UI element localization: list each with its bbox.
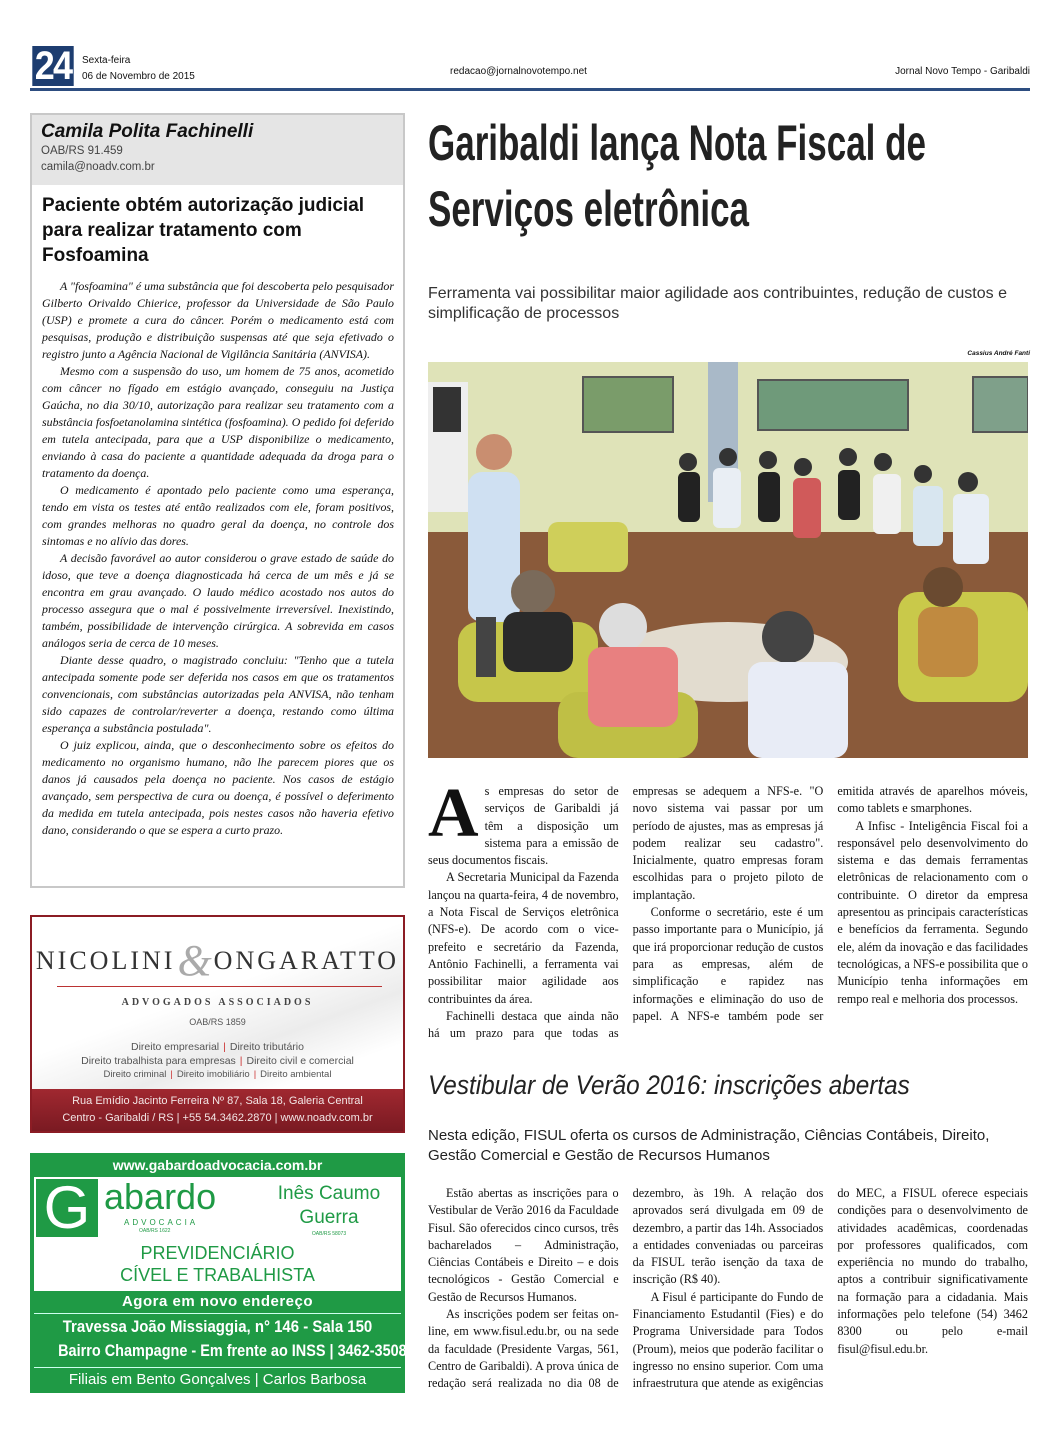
paragraph: Conforme o secretário, este é um passo importante para o Município, já que irá proporcionar redução de custos para as empresas, além de simplificação e rapidez nas informações e eliminação do uso de papel. A NFS-e também pode ser emitida através de aparelhos móveis, como tablets e smarphones.: [632, 784, 1028, 1023]
newspaper-name: Jornal Novo Tempo - Garibaldi: [895, 66, 1030, 77]
firm-name-left: NICOLINI: [35, 946, 176, 975]
column-author-box: [32, 115, 403, 185]
article-photo: [428, 362, 1028, 758]
service: Direito tributário: [229, 1041, 304, 1053]
paragraph: s empresas do setor de serviços de Garibaldi já têm a disposição um sistema para a emissão de seus documentos fiscais.: [428, 784, 619, 868]
meeting-photo-illustration: [428, 362, 1028, 758]
service: Direito criminal: [103, 1069, 167, 1080]
page-number: 24: [32, 46, 73, 86]
column-body: [42, 278, 394, 839]
ad-divider: [34, 1367, 401, 1368]
ad-brand-sub: ADVOCACIA: [124, 1218, 199, 1227]
ad-branches: Filiais em Bento Gonçalves | Carlos Barbosa: [68, 1371, 367, 1388]
service: Direito ambiental: [260, 1069, 332, 1080]
ad-firm-oab: OAB/RS 1859: [189, 1017, 246, 1027]
ad-divider: [57, 986, 382, 987]
ad-practice-area-2: CÍVEL E TRABALHISTA: [120, 1265, 315, 1285]
ad-firm-subtitle: ADVOGADOS ASSOCIADOS: [121, 997, 314, 1008]
ad-contact: Centro - Garibaldi / RS | +55 54.3462.2870 | www.noadv.com.br: [62, 1112, 373, 1124]
ad-logo-ampersand: &: [177, 936, 212, 985]
article-body: [428, 775, 1028, 1063]
opinion-column: [30, 113, 405, 888]
ad-lawyer-name-1: Inês Caumo: [277, 1183, 381, 1204]
ad-url[interactable]: www.gabardoadvocacia.com.br: [112, 1157, 323, 1173]
header-rule: [30, 88, 1030, 91]
ad-logo-panel: [34, 1174, 401, 1291]
article-2-body: [428, 1185, 1028, 1435]
ad-oab-1: OAB/RS 1622: [139, 1228, 171, 1234]
ad-brand: abardo: [104, 1176, 217, 1217]
column-author-oab: OAB/RS 91.459: [41, 145, 123, 157]
paragraph: A decisão favorável ao autor considerou o grave estado de saúde do idoso, que teve a doença diagnosticada há cerca de um mês e já se encontra em grau avançado. O laudo médico acostado nos autos do processo assegura que o mal é possivelmente irreversível. Inexistindo, também, possibilidade de intervenção cirúrgica. A sobrevida em casos análogos seria de cerca de 10 meses.: [42, 551, 394, 650]
ad-services-row: Direito empresarial | Direito tributário: [131, 1041, 304, 1053]
subheadline: Ferramenta vai possibilitar maior agilidade aos contribuintes, redução de custos e simplificação de processos: [428, 285, 1007, 322]
ad-services-row: Direito criminal | Direito imobiliário | Direito ambiental: [103, 1069, 332, 1080]
ad-address: Rua Emídio Jacinto Ferreira Nº 87, Sala 18, Galeria Central: [72, 1095, 363, 1107]
ad-lawyer-name-2: Guerra: [299, 1207, 359, 1228]
photo-credit: Cassius André Fanti: [967, 350, 1030, 357]
weekday: Sexta-feira: [82, 55, 131, 66]
ad-oab-2: OAB/RS 58073: [311, 1231, 347, 1237]
paragraph: Fachinelli destaca que ainda não há um prazo para que todas as empresas se adequem a NFS-e. "O novo sistema vai passar por um período de ajustes, mas as empresas já podem realizar seu cadastro". Inicialmente, quatro empresas foram escolhidas para o projeto piloto de implantação.: [428, 784, 824, 1041]
ad-firm-name: [32, 935, 403, 987]
service: Direito empresarial: [131, 1041, 220, 1053]
editorial-email[interactable]: redacao@jornalnovotempo.net: [450, 66, 587, 77]
headline: Garibaldi lança Nota Fiscal de Serviços eletrônica: [428, 115, 926, 237]
subheadline-2: Nesta edição, FISUL oferta os cursos de Administração, Ciências Contábeis, Direito, Gestão Comercial e Gestão de Recursos Humanos: [428, 1127, 990, 1164]
ad-gabardo[interactable]: [30, 1153, 405, 1393]
paragraph: As inscrições podem ser feitas on-line, em www.fisul.edu.br, ou na sede da faculdade (Presidente Vargas, 561, Centro de Garibaldi). A prova única de redação será realizada no dia 08 de dezembro, às 19h. A relação dos aprovados será divulgada em 09 de dezembro, a partir das 14h. Associados a entidades conveniadas ou parceiras da FISUL terão isenção da taxa de inscrição (R$ 40).: [428, 1186, 824, 1391]
ad-nicolini-ongaratto[interactable]: [30, 915, 405, 1133]
paragraph: Diante desse quadro, o magistrado concluiu: "Tenho que a tutela antecipada somente pode ser deferida nos casos em que os tratamentos convencionais, com substâncias autorizadas pela ANVISA, não tenham sido capazes de controlar/reverter a doença, restando como última esperança a substância postulada".: [42, 653, 394, 735]
ad-practice-area-1: PREVIDENCIÁRIO: [140, 1243, 295, 1263]
column-title: Paciente obtém autorização judicial para realizar tratamento com Fosfoamina: [42, 195, 365, 266]
ad-notice: Agora em novo endereço: [121, 1293, 314, 1310]
headline-2: Vestibular de Verão 2016: inscrições abertas: [428, 1070, 910, 1100]
service: Direito civil e comercial: [246, 1055, 354, 1067]
service: Direito trabalhista para empresas: [81, 1055, 236, 1067]
firm-name-right: ONGARATTO: [213, 946, 400, 975]
ad-services-row: Direito trabalhista para empresas | Direito civil e comercial: [81, 1055, 354, 1067]
paragraph: Estão abertas as inscrições para o Vestibular de Verão 2016 da Faculdade Fisul. São oferecidos cinco cursos, três bacharelados – Administração, Ciências Contábeis e Direito – e dois tecnológicos - Gestão Comercial e Gestão de Recursos Humanos.: [428, 1186, 619, 1304]
ad-address-1: Travessa João Missiaggia, n° 146 - Sala 150: [62, 1317, 373, 1336]
paragraph: Mesmo com a suspensão do uso, um homem de 75 anos, acometido com câncer no fígado em estágio avançado, conseguiu na Justiça Gaúcha, no dia 30/10, autorização para realizar seu tratamento com a substância fosfoetanolamina sintética (fosfoamina). O pedido foi deferido em tutela antecipada, para que a USP disponibilize o medicamento, enviando à casa do paciente a quantidade adequada da droga para o tratamento da doença.: [42, 364, 394, 480]
paragraph: A Infisc - Inteligência Fiscal foi a responsável pelo desenvolvimento do sistema e das demais ferramentas eletrônicas de relacionamento com o contribuinte. O diretor da empresa apresentou as principais características e benefícios da ferramenta. Segundo ele, além da inovação e das facilidades tecnológicas, a NFS-e possibilita que o Município tenha informações em rempo real e melhoria dos processos.: [837, 818, 1028, 1006]
service: Direito imobiliário: [176, 1069, 250, 1080]
column-author-email[interactable]: camila@noadv.com.br: [41, 161, 155, 173]
issue-date: 06 de Novembro de 2015: [82, 71, 195, 82]
column-author: Camila Polita Fachinelli: [41, 121, 254, 142]
ad-address-2: Bairro Champagne - Em frente ao INSS | 3462-3508: [58, 1341, 407, 1360]
paragraph: A Fisul é participante do Fundo de Financiamento Estudantil (Fies) e do Programa Universidade para Todos (Proum), meios que poderão facilitar o ingresso no ensino superior. Com uma infraestrutura que atende as exigências do MEC, a FISUL oferece especiais condições para o desenvolvimento de atividades acadêmicas, coordenadas por professores qualificados, com experiência no mundo do trabalho, aptos a contribuir significativamente na formação para a cidadania. Mais informações pelo telefone (54) 3462 8300 ou pelo e-mail fisul@fisul.edu.br.: [632, 1186, 1028, 1391]
drop-cap: A: [428, 775, 479, 852]
ad-divider: [34, 1313, 401, 1314]
paragraph: A "fosfoamina" é uma substância que foi descoberta pelo pesquisador Gilberto Orivaldo Chierice, professor da Universidade de São Paulo (USP) e promete a cura do câncer. Porém o medicamento está com pesquisas, produção e distribuição suspensas até que seja efetivado o registro junto a Agência Nacional de Vigilância Sanitária (ANVISA).: [42, 279, 394, 361]
paragraph: O juiz explicou, ainda, que o desconhecimento sobre os efeitos do medicamento no organismo humano, não lhe parecem piores que os danos já causados pela doença no paciente. Nos casos de estágio avançado, sem perspectiva de cura ou doença, é possível o deferimento da medida em tutela antecipada, pois nestes casos não haveria efetivo dano, considerando o que se espera a curto prazo.: [42, 738, 394, 837]
paragraph: A Secretaria Municipal da Fazenda lançou na quarta-feira, 4 de novembro, a Nota Fiscal de Serviços eletrônica (NFS-e). De acordo com o vice-prefeito e secretário da Fazenda, Antônio Fachinelli, a ferramenta vai possibilitar maior agilidade aos contribuintes da área.: [428, 870, 619, 1006]
paragraph: O medicamento é apontado pelo paciente como uma esperança, tendo em vista os testes até então realizados com ele, foram positivos, com grandes melhoras no quadro geral da doença, no controle dos sintomas e no alívio das dores.: [42, 483, 394, 548]
ad-footer: [32, 1089, 403, 1131]
ad-logo-initial: G: [36, 1179, 98, 1237]
